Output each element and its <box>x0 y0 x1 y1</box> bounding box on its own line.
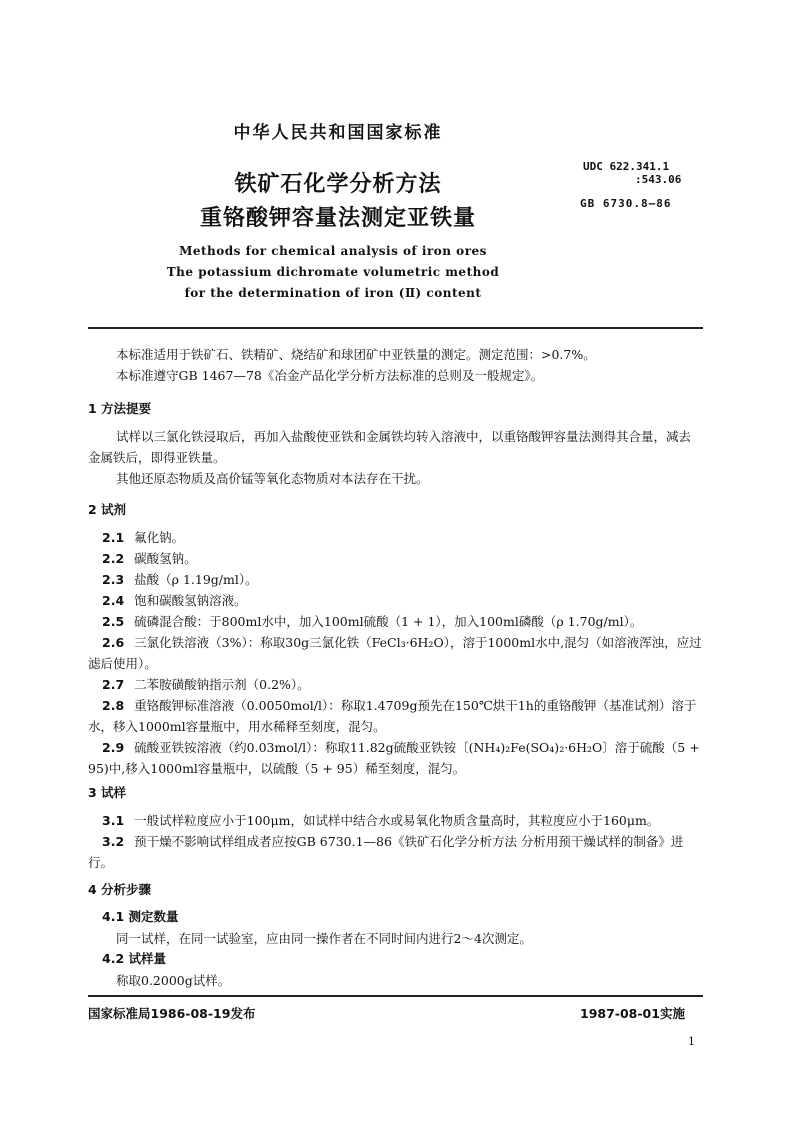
section-1-para2: 其他还原态物质及高价锰等氧化态物质对本法存在干扰。 <box>116 471 429 486</box>
udc-code <box>583 160 681 186</box>
reagent-item: 2.2 碳酸氢钠。 <box>102 551 197 566</box>
section-3-heading: 3 试样 <box>88 785 127 800</box>
english-title-line3: for the determination of iron (Ⅱ) content <box>184 286 482 300</box>
udc-line2: :543.06 <box>635 173 682 186</box>
section-4-1-text: 同一试样，在同一试验室，应由同一操作者在不同时间内进行2～4次测定。 <box>116 931 532 946</box>
section-4-2-text: 称取0.2000g试样。 <box>116 973 231 988</box>
udc-line1: UDC 622.341.1 <box>583 160 670 173</box>
national-standard-heading: 中华人民共和国国家标准 <box>233 123 443 143</box>
effective-date: 1987-08-01实施 <box>580 1006 685 1021</box>
footer-divider <box>88 995 703 997</box>
intro-compliance: 本标准遵守GB 1467—78《冶金产品化学分析方法标准的总则及一般规定》。 <box>116 368 544 383</box>
gb-code: GB 6730.8—86 <box>580 197 672 210</box>
section-4-2-heading: 4.2 试样量 <box>102 951 166 966</box>
reagent-item: 2.6 三氯化铁溶液（3%）：称取30g三氯化铁（FeCl₃·6H₂O），溶于1000ml水中,混匀（如溶液浑浊，应过滤后使用）。 <box>88 635 702 671</box>
section-1-heading: 1 方法提要 <box>88 401 152 416</box>
reagent-item: 2.5 硫磷混合酸：于800ml水中，加入100ml硫酸（1 + 1），加入100ml磷酸（ρ 1.70g/ml）。 <box>102 614 643 629</box>
english-title-line1: Methods for chemical analysis of iron ores <box>179 244 487 258</box>
section-4-1-heading: 4.1 测定数量 <box>102 909 179 924</box>
reagent-item: 2.4 饱和碳酸氢钠溶液。 <box>102 593 247 608</box>
header-divider <box>88 327 703 329</box>
reagent-item: 2.1 氟化钠。 <box>102 530 185 545</box>
reagent-item: 2.7 二苯胺磺酸钠指示剂（0.2%）。 <box>102 677 310 692</box>
document-title-line2: 重铬酸钾容量法测定亚铁量 <box>199 206 476 231</box>
intro-scope: 本标准适用于铁矿石、铁精矿、烧结矿和球团矿中亚铁量的测定。测定范围：>0.7%。 <box>116 347 596 362</box>
reagent-item: 2.9 硫酸亚铁铵溶液（约0.03mol/l）：称取11.82g硫酸亚铁铵〔(NH₄)₂Fe(SO₄)₂·6H₂O〕溶于硫酸（5 + 95)中,移入1000ml容量瓶中，以硫酸（5 + 95）稀至刻度，混匀。 <box>88 740 700 776</box>
sample-item: 3.2 预干燥不影响试样组成者应按GB 6730.1—86《铁矿石化学分析方法 分析用预干燥试样的制备》进行。 <box>88 834 684 870</box>
document-title-line1: 铁矿石化学分析方法 <box>234 172 442 197</box>
section-4-heading: 4 分析步骤 <box>88 882 152 897</box>
reagent-item: 2.3 盐酸（ρ 1.19g/ml）。 <box>102 572 258 587</box>
page-number: 1 <box>688 1035 695 1048</box>
issue-date: 国家标准局1986-08-19发布 <box>88 1006 256 1021</box>
section-2-heading: 2 试剂 <box>88 502 127 517</box>
english-title-line2: The potassium dichromate volumetric method <box>166 265 500 279</box>
reagent-item: 2.8 重铬酸钾标准溶液（0.0050mol/l）：称取1.4709g预先在150℃烘干1h的重铬酸钾（基准试剂）溶于水，移入1000ml容量瓶中，用水稀释至刻度，混匀。 <box>88 698 697 734</box>
sample-item: 3.1 一般试样粒度应小于100μm，如试样中结合水或易氧化物质含量高时，其粒度应小于160μm。 <box>102 813 660 828</box>
section-1-para1: 试样以三氯化铁浸取后，再加入盐酸使亚铁和金属铁均转入溶液中，以重铬酸钾容量法测得其合量，减去金属铁后，即得亚铁量。 <box>88 429 692 465</box>
